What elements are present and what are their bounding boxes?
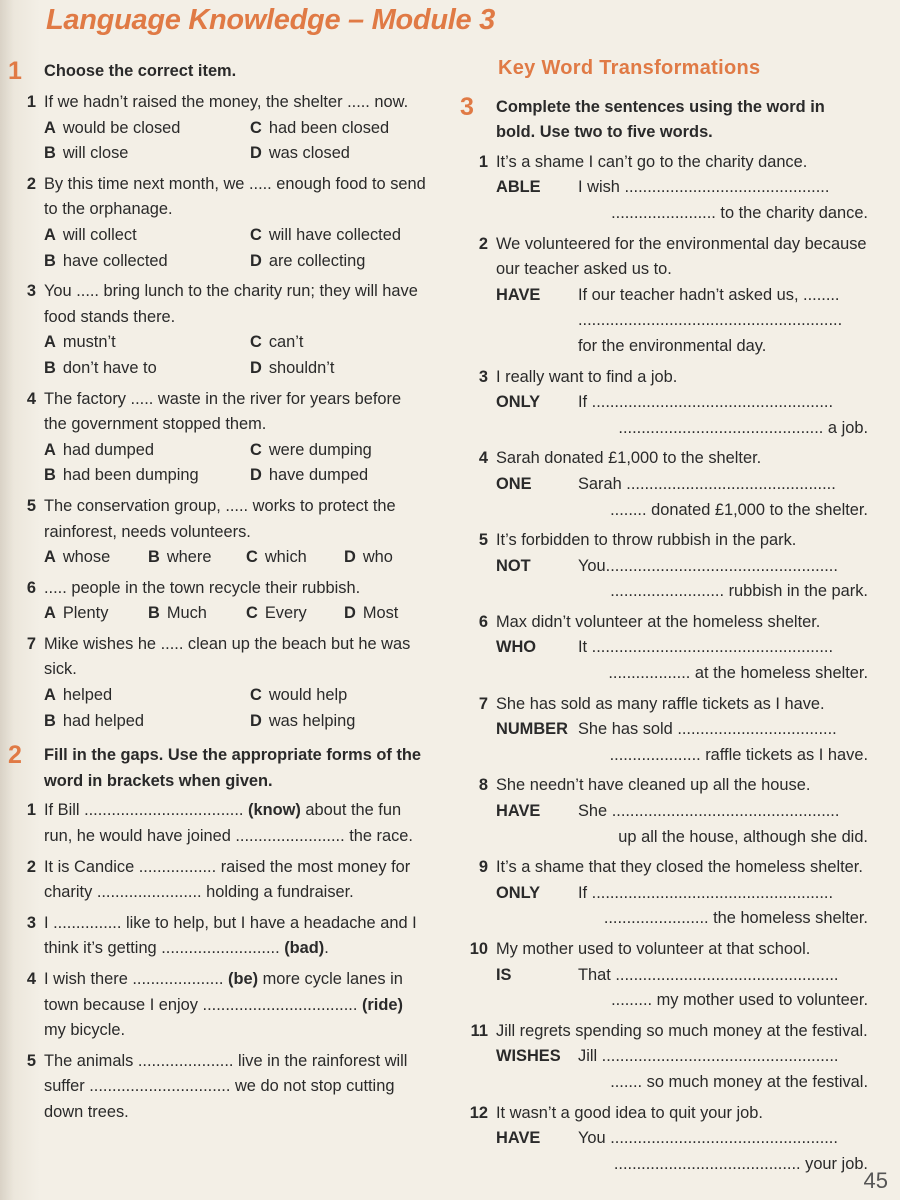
answer-line[interactable]: If our teacher hadn’t asked us, ........: [578, 285, 840, 304]
question-text: By this time next month, we ..... enough food to send to the orphanage.: [44, 174, 426, 219]
key-word: HAVE: [496, 802, 541, 821]
answer-line[interactable]: ....... so much money at the festival.: [610, 1072, 868, 1091]
options: [44, 683, 456, 734]
mc-question-4: [6, 387, 426, 489]
transformation-item: [458, 773, 868, 850]
section-number: 3: [460, 92, 474, 121]
option-a[interactable]: A whose: [44, 548, 111, 567]
section-instruction: Fill in the gaps. Use the appropriate forms of the word in brackets when given.: [44, 746, 422, 790]
key-word: IS: [496, 965, 512, 984]
answer-line[interactable]: ..........................................................: [578, 311, 843, 330]
transformation-item: [458, 446, 868, 523]
option-b[interactable]: B Much: [148, 604, 207, 623]
original-sentence: She has sold as many raffle tickets as I have.: [496, 694, 825, 713]
option-d[interactable]: D Most: [344, 604, 399, 623]
option-b[interactable]: B where: [148, 548, 212, 567]
answer-line[interactable]: up all the house, although she did.: [618, 827, 868, 846]
question-number: 2: [478, 234, 488, 253]
answer-line[interactable]: ......................................... your job.: [613, 1154, 868, 1173]
key-word: NUMBER: [496, 720, 568, 739]
question-text: You ..... bring lunch to the charity run; they will have food stands there.: [44, 282, 418, 326]
option-a[interactable]: A Plenty: [44, 604, 109, 623]
answer-line[interactable]: If .....................................................: [578, 393, 834, 412]
answer-line: for the environmental day.: [578, 336, 767, 355]
right-column: [458, 56, 868, 1182]
original-sentence: Max didn’t volunteer at the homeless shelter.: [496, 612, 821, 631]
section-number: 2: [8, 741, 22, 770]
gap-fill-item: [6, 911, 426, 962]
option-b[interactable]: B had helped: [44, 711, 144, 730]
option-d[interactable]: D have dumped: [250, 466, 369, 485]
transformation-item: [458, 1019, 868, 1096]
question-text: If we hadn’t raised the money, the shelter ..... now.: [44, 93, 409, 111]
transformation-list: [458, 150, 868, 1178]
option-c[interactable]: C would help: [250, 686, 348, 705]
gap-fill-item: [6, 967, 426, 1044]
question-number: 1: [26, 93, 36, 111]
question-text: ..... people in the town recycle their rubbish.: [44, 578, 361, 597]
section-1-header: [6, 56, 426, 86]
option-d[interactable]: D shouldn’t: [250, 358, 335, 377]
option-a[interactable]: A will collect: [44, 225, 137, 244]
mc-question-5: [6, 494, 426, 571]
question-number: 7: [478, 694, 488, 713]
option-a[interactable]: A mustn’t: [44, 333, 116, 352]
transformation-item: [458, 528, 868, 605]
gap-fill-item: [6, 1049, 426, 1126]
transformation-item: [458, 1101, 868, 1178]
question-number: 2: [26, 857, 36, 876]
question-text: The conservation group, ..... works to protect the rainforest, needs volunteers.: [44, 496, 396, 541]
option-c[interactable]: C were dumping: [250, 440, 372, 459]
answer-line[interactable]: ........ donated £1,000 to the shelter.: [610, 500, 868, 519]
question-number: 2: [26, 174, 36, 193]
option-b[interactable]: B will close: [44, 144, 129, 163]
transformation-item: [458, 855, 868, 932]
page-title: Language Knowledge – Module 3: [46, 4, 495, 36]
question-number: 6: [26, 578, 36, 597]
mc-question-3: [6, 279, 426, 381]
question-text: The animals ..................... live in the rainforest will suffer ............................... we do not stop cutting down trees.: [44, 1051, 408, 1121]
page-number: 45: [863, 1168, 888, 1193]
original-sentence: She needn’t have cleaned up all the house.: [496, 776, 811, 795]
question-text: I wish there .................... (be) more cycle lanes in town because I enjoy .................................. (ride) my bicycle.: [44, 970, 403, 1040]
option-b[interactable]: B don’t have to: [44, 358, 157, 377]
question-text: It is Candice ................. raised the most money for charity ....................... holding a fundraiser.: [44, 857, 411, 902]
section-number: 1: [8, 57, 22, 85]
answer-line[interactable]: You ..................................................: [578, 1129, 838, 1148]
question-number: 5: [26, 1051, 36, 1070]
option-a[interactable]: A helped: [44, 686, 113, 705]
options: [44, 545, 442, 571]
question-text: Mike wishes he ..... clean up the beach but he was sick.: [44, 634, 411, 679]
gap-fill-list: [6, 798, 426, 1125]
answer-line[interactable]: .................... raffle tickets as I have.: [609, 745, 868, 764]
original-sentence: We volunteered for the environmental day because our teacher asked us to.: [496, 234, 867, 279]
answer-line[interactable]: She ..................................................: [578, 802, 840, 821]
key-word: ONE: [496, 474, 532, 493]
option-c[interactable]: C had been closed: [250, 118, 390, 137]
question-number: 3: [26, 282, 36, 301]
transformation-item: [458, 937, 868, 1014]
answer-line[interactable]: Sarah ..............................................: [578, 474, 836, 493]
option-b[interactable]: B have collected: [44, 251, 168, 270]
gap-fill-item: [6, 855, 426, 906]
original-sentence: My mother used to volunteer at that school.: [496, 940, 811, 958]
answer-line[interactable]: ....................... the homeless shelter.: [603, 909, 868, 928]
key-word: HAVE: [496, 1129, 541, 1148]
question-number: 12: [469, 1103, 488, 1122]
question-text: The factory ..... waste in the river for years before the government stopped them.: [44, 389, 402, 434]
question-number: 7: [26, 634, 36, 653]
key-word: WISHES: [496, 1047, 561, 1066]
key-word: ONLY: [496, 883, 541, 902]
key-word: NOT: [496, 556, 531, 575]
options: [44, 223, 456, 274]
transformation-item: [458, 232, 868, 360]
original-sentence: Jill regrets spending so much money at the festival.: [496, 1021, 868, 1040]
answer-line[interactable]: If .....................................................: [578, 883, 834, 902]
transformation-item: [458, 150, 868, 227]
question-number: 11: [470, 1021, 488, 1040]
answer-line[interactable]: You...................................................: [578, 556, 838, 575]
answer-line[interactable]: ......................... rubbish in the park.: [610, 582, 868, 601]
option-d[interactable]: D was helping: [250, 711, 356, 730]
options: [44, 438, 456, 489]
answer-line[interactable]: ............................................. a job.: [618, 418, 868, 437]
original-sentence: Sarah donated £1,000 to the shelter.: [496, 449, 762, 468]
question-number: 10: [469, 940, 488, 958]
original-sentence: I really want to find a job.: [496, 367, 678, 386]
question-number: 5: [26, 496, 36, 515]
mc-question-6: [6, 576, 426, 627]
question-number: 3: [26, 913, 36, 932]
original-sentence: It’s a shame that they closed the homeless shelter.: [496, 858, 863, 877]
transformation-item: [458, 692, 868, 769]
transformation-item: [458, 610, 868, 687]
original-sentence: It wasn’t a good idea to quit your job.: [496, 1103, 763, 1122]
question-number: 6: [478, 612, 488, 631]
question-number: 1: [26, 801, 36, 820]
option-b[interactable]: B had been dumping: [44, 466, 199, 485]
section-3-header: [458, 92, 868, 146]
mc-question-2: [6, 172, 426, 274]
section-instruction: Complete the sentences using the word in bold. Use two to five words.: [496, 97, 825, 142]
question-number: 3: [478, 367, 488, 386]
options: [44, 116, 456, 167]
answer-line[interactable]: That .................................................: [578, 965, 839, 984]
question-text: If Bill ................................... (know) about the fun run, he would have joined ........................ the race.: [44, 801, 413, 846]
option-c[interactable]: C can’t: [250, 333, 304, 352]
section-instruction: Choose the correct item.: [44, 62, 237, 80]
transformation-item: [458, 365, 868, 442]
option-a[interactable]: A had dumped: [44, 440, 154, 459]
original-sentence: It’s forbidden to throw rubbish in the park.: [496, 531, 797, 550]
answer-line[interactable]: She has sold ...................................: [578, 720, 837, 739]
gap-fill-item: [6, 798, 426, 849]
question-number: 5: [478, 531, 488, 550]
section-2-header: [6, 740, 426, 794]
answer-line[interactable]: ....................... to the charity dance.: [611, 203, 868, 222]
mc-question-1: [6, 90, 426, 167]
option-d[interactable]: D who: [344, 548, 393, 567]
answer-line[interactable]: ......... my mother used to volunteer.: [611, 991, 868, 1010]
question-number: 8: [478, 776, 488, 795]
question-number: 4: [478, 449, 488, 468]
answer-line[interactable]: I wish .............................................: [578, 178, 830, 197]
answer-line[interactable]: It .....................................................: [578, 638, 834, 657]
option-d[interactable]: D are collecting: [250, 251, 366, 270]
question-number: 9: [478, 858, 488, 877]
answer-line[interactable]: Jill ....................................................: [578, 1047, 839, 1066]
key-word-title: Key Word Transformations: [498, 57, 761, 79]
key-word: HAVE: [496, 285, 541, 304]
answer-line[interactable]: .................. at the homeless shelter.: [608, 664, 868, 683]
key-word: ABLE: [496, 178, 541, 197]
option-d[interactable]: D was closed: [250, 144, 350, 163]
options: [44, 601, 442, 627]
original-sentence: It’s a shame I can’t go to the charity dance.: [496, 152, 808, 171]
key-word: WHO: [496, 638, 537, 657]
option-a[interactable]: A would be closed: [44, 118, 181, 137]
option-c[interactable]: C which: [246, 548, 307, 567]
mc-question-7: [6, 632, 426, 734]
left-column: [6, 56, 426, 1131]
key-word: ONLY: [496, 393, 541, 412]
question-number: 4: [26, 970, 36, 988]
options: [44, 330, 456, 381]
question-number: 4: [26, 389, 36, 408]
option-c[interactable]: C Every: [246, 604, 307, 623]
option-c[interactable]: C will have collected: [250, 225, 401, 244]
question-number: 1: [478, 152, 488, 171]
question-text: I ............... like to help, but I have a headache and I think it’s getting .......................... (bad).: [44, 913, 417, 958]
